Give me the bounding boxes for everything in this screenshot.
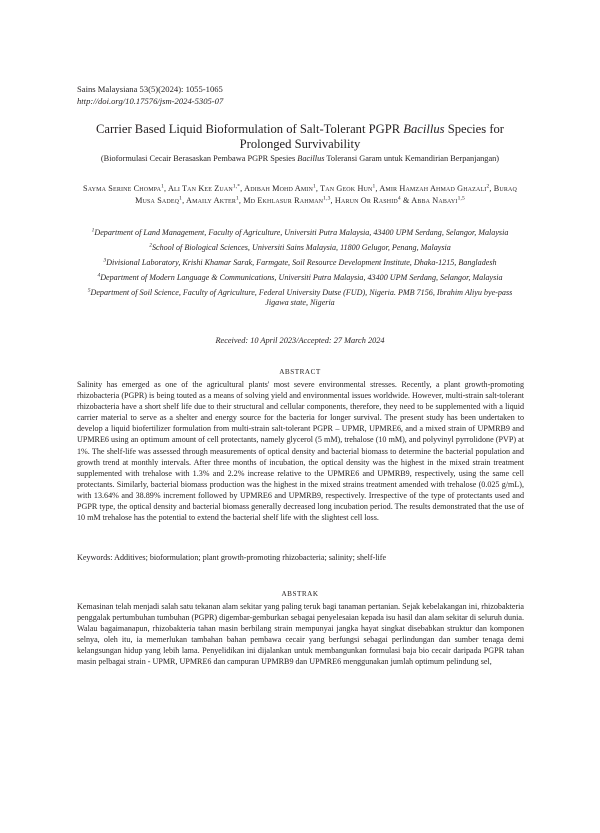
affiliation-text: School of Biological Sciences, Universiti Sains Malaysia, 11800 Gelugor, Penang, Malaysia — [151, 243, 451, 252]
affiliation — [86, 243, 514, 253]
author-name: Harun Or Rashid — [334, 196, 398, 205]
affiliation — [86, 258, 514, 268]
affiliation-number: 4 — [97, 272, 101, 279]
abstrak-text: Kemasinan telah menjadi salah satu tekanan alam sekitar yang paling teruk bagi tanaman pertanian. Sejak kebelakangan ini, rhizobakteria penggalak pertumbuhan tumbuhan (PGPR) digembar-gemburkan sebagai penyelesaian kepada isu hasil dan alam sekitar di seluruh dunia. Walau bagaimanapun, rhizobakteria tahan masin berbilang strain mempunyai jangka hayat singkat disebabkan struktur dan komponen selnya, oleh itu, ia memerlukan tambahan bahan pembawa cecair yang berfungsi sebagai perlindungan dan sumber tenaga demi kelangsungan hidup yang lebih lama. Penyelidikan ini dijalankan untuk membangunkan formulasi baja bio cecair daripada PGPR tahan masin pelbagai strain - UPMR, UPMRE6 dan campuran UPMRB9 dan UPMRE6 menggunakan jumlah optimum pelindung sel, — [77, 602, 524, 667]
author-name: Abba Nabayi — [411, 196, 458, 205]
author-separator: , — [315, 184, 321, 193]
affiliation-number: 1 — [91, 227, 95, 234]
author-affiliation-marker: 1,5 — [457, 195, 465, 202]
author-separator: , — [164, 184, 168, 193]
article-subtitle: (Bioformulasi Cecair Berasaskan Pembawa PGPR Spesies Bacillus Toleransi Garam untuk Kemandirian Berpanjangan) — [100, 154, 500, 163]
author-affiliation-marker: 2 — [486, 183, 490, 190]
affiliation-number: 3 — [103, 257, 107, 264]
affiliation-number: 5 — [87, 287, 91, 294]
keywords: Keywords: Additives; bioformulation; plant growth-promoting rhizobacteria; salinity; shelf-life — [77, 553, 387, 562]
doi-link[interactable]: http://doi.org/10.17576/jsm-2024-5305-07 — [77, 96, 224, 106]
received-dates: Received: 10 April 2023/Accepted: 27 March 2024 — [215, 336, 385, 345]
affiliation-list — [86, 228, 514, 313]
affiliation-text: Divisional Laboratory, Krishi Khamar Sarak, Farmgate, Soil Resource Development Institute, Dhaka-1215, Bangladesh — [106, 258, 497, 267]
abstract-heading: ABSTRACT — [279, 368, 321, 376]
author-name: Amir Hamzah Ahmad Ghazali — [379, 184, 487, 193]
abstrak-heading: ABSTRAK — [281, 590, 319, 598]
affiliation — [86, 288, 514, 308]
author-affiliation-marker: 1,3 — [323, 195, 331, 202]
affiliation-number: 2 — [149, 242, 152, 249]
author-affiliation-marker: 1 — [161, 183, 164, 190]
article-title: Carrier Based Liquid Bioformulation of Salt-Tolerant PGPR Bacillus Species for Prolonged Survivability — [95, 122, 504, 151]
abstract-text: Salinity has emerged as one of the agricultural plants' most severe environmental stresses. Recently, a plant growth-promoting rhizobacteria (PGPR) is being touted as a means of solving yield and environmental issues worldwide. However, multi-strain salt-tolerant rhizobacteria have a short shelf life due to their structural and cellular components, therefore, they need to be supplemented with a liquid carrier material to serve as a shelter and energy source for the bacteria for longer survival. The present study has been undertaken to develop a liquid biofertilizer formulation from multi-strain salt-tolerant PGPR – UPMR, UPMRE6, and a mixed strain of UPMRB9 and UPMRE6 using an optimum amount of cell protectants, namely glycerol (5 mM), trehalose (10 mM), and polyvinyl pyrrolidone (PVP) at 1%. The shelf-life was assessed through measurements of optical density and bacterial biomass to determine the bacterial population and growth trend at monthly intervals. After three months of incubation, the optical density was the highest in the mixed strain treatment supplemented with trehalose with 1.3% and 2.2% increase relative to the UPMRE6 and UPMRB9, respectively, using the same cell protectants. Similarly, bacterial biomass production was the highest in the mixed strains treatment amended with trehalose (0.025 g/mL), with 13.64% and 38.89% increment followed by UPMRE6 and UPMRB9, respectively. Irrespective of the type of protectants used and PGPR type, the optical density and bacterial biomass generally decreased long incubation period. The results demonstrated that the use of 10 mM trehalose has the potential to extend the bacterial shelf life with the slightest cell loss. — [77, 380, 524, 523]
author-separator: & — [400, 196, 412, 205]
author-name: Adibah Mohd Amin — [244, 184, 313, 193]
author-name: Buraq Musa Sadeq — [135, 184, 517, 205]
author-affiliation-marker: 1 — [312, 183, 316, 190]
author-name: Tan Geok Hun — [320, 184, 373, 193]
affiliation-text: Department of Modern Language & Communications, Universiti Putra Malaysia, 43400 UPM Serdang, Selangor, Malaysia — [100, 273, 503, 282]
author-affiliation-marker: 1,* — [232, 183, 241, 190]
author-name: Md Ekhlasur Rahman — [243, 196, 324, 205]
author-affiliation-marker: 1 — [179, 195, 183, 202]
author-separator: , — [182, 196, 187, 205]
affiliation — [86, 228, 514, 238]
author-separator: , — [240, 184, 245, 193]
author-name: Ali Tan Kee Zuan — [167, 184, 233, 193]
author-separator: , — [330, 196, 335, 205]
journal-citation: Sains Malaysiana 53(5)(2024): 1055-1065 — [77, 84, 223, 94]
author-name: Sayma Serine Chompa — [83, 184, 162, 193]
author-affiliation-marker: 4 — [397, 195, 401, 202]
author-separator: , — [375, 184, 380, 193]
affiliation-text: Department of Soil Science, Faculty of Agriculture, Federal University Dutse (FUD), Nigeria. PMB 7156, Ibrahim Aliyu bye-pass Jigawa state, Nigeria — [90, 288, 513, 307]
journal-header — [77, 83, 223, 107]
author-separator: , — [238, 196, 244, 205]
author-affiliation-marker: 1 — [372, 183, 376, 190]
author-affiliation-marker: 1 — [235, 195, 239, 202]
affiliation — [86, 273, 514, 283]
author-separator: , — [489, 184, 494, 193]
author-list — [82, 183, 518, 207]
author-name: Amaily Akter — [186, 196, 236, 205]
affiliation-text: Department of Land Management, Faculty of Agriculture, Universiti Putra Malaysia, 43400 UPM Serdang, Selangor, Malaysia — [94, 228, 509, 237]
